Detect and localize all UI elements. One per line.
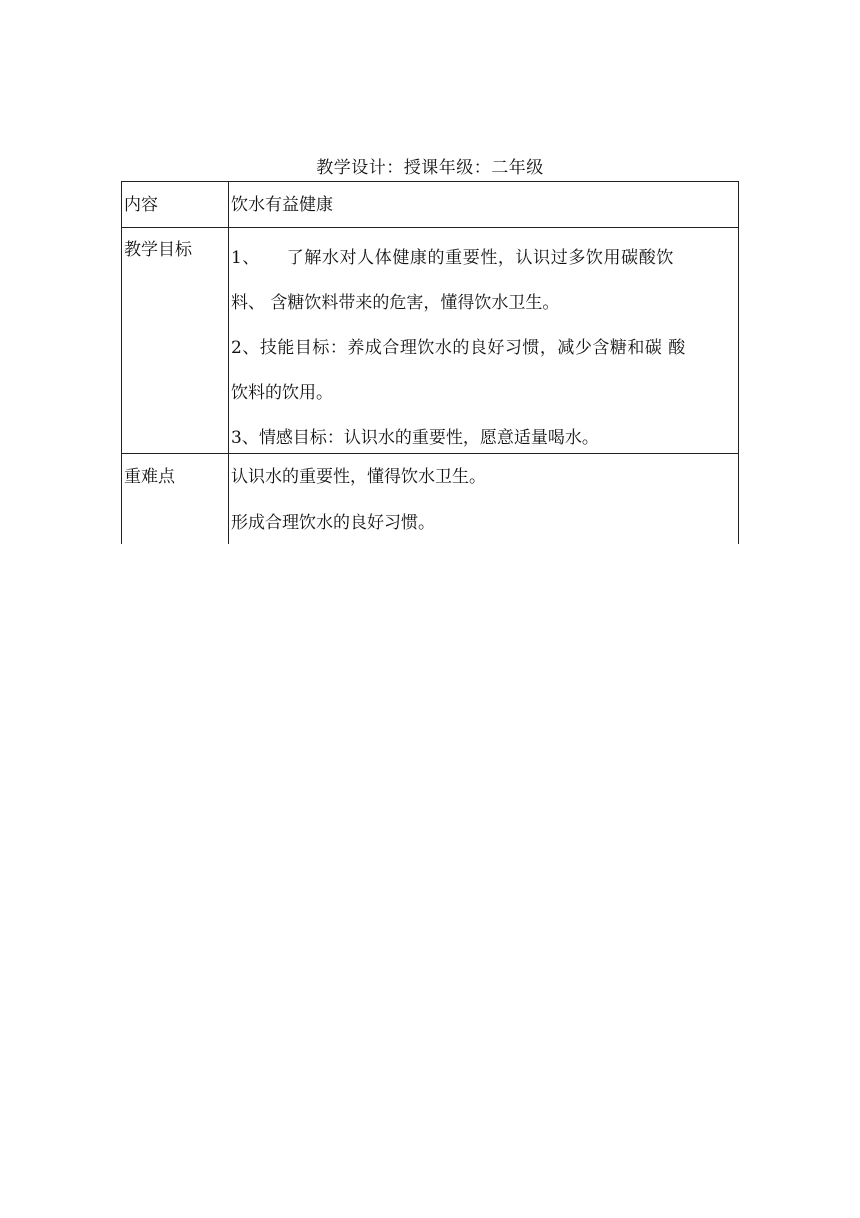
table-row-divider — [121, 227, 739, 228]
row-label-objectives: 教学目标 — [124, 240, 192, 260]
table-top-border — [121, 181, 739, 182]
objective-line: 2、技能目标：养成合理饮水的良好习惯，减少含糖和碳 酸 — [231, 338, 686, 358]
table-row-divider — [121, 453, 739, 454]
lesson-plan-table — [121, 181, 739, 544]
row-label-key-points: 重难点 — [124, 467, 175, 487]
key-point-line: 形成合理饮水的良好习惯。 — [231, 513, 435, 533]
objective-line: 料、 含糖饮料带来的危害，懂得饮水卫生。 — [231, 293, 560, 313]
objective-line: 1、 了解水对人体健康的重要性，认识过多饮用碳酸饮 — [231, 248, 674, 268]
row-label-content: 内容 — [124, 195, 158, 215]
table-column-divider — [228, 181, 229, 544]
content-topic: 饮水有益健康 — [231, 195, 333, 215]
objective-line: 3、情感目标：认识水的重要性，愿意适量喝水。 — [231, 428, 599, 448]
page-title: 教学设计：授课年级：二年级 — [316, 158, 544, 178]
key-point-line: 认识水的重要性，懂得饮水卫生。 — [231, 467, 486, 487]
objective-line: 饮料的饮用。 — [231, 383, 333, 403]
table-left-border — [121, 181, 122, 544]
table-right-border — [738, 181, 739, 544]
